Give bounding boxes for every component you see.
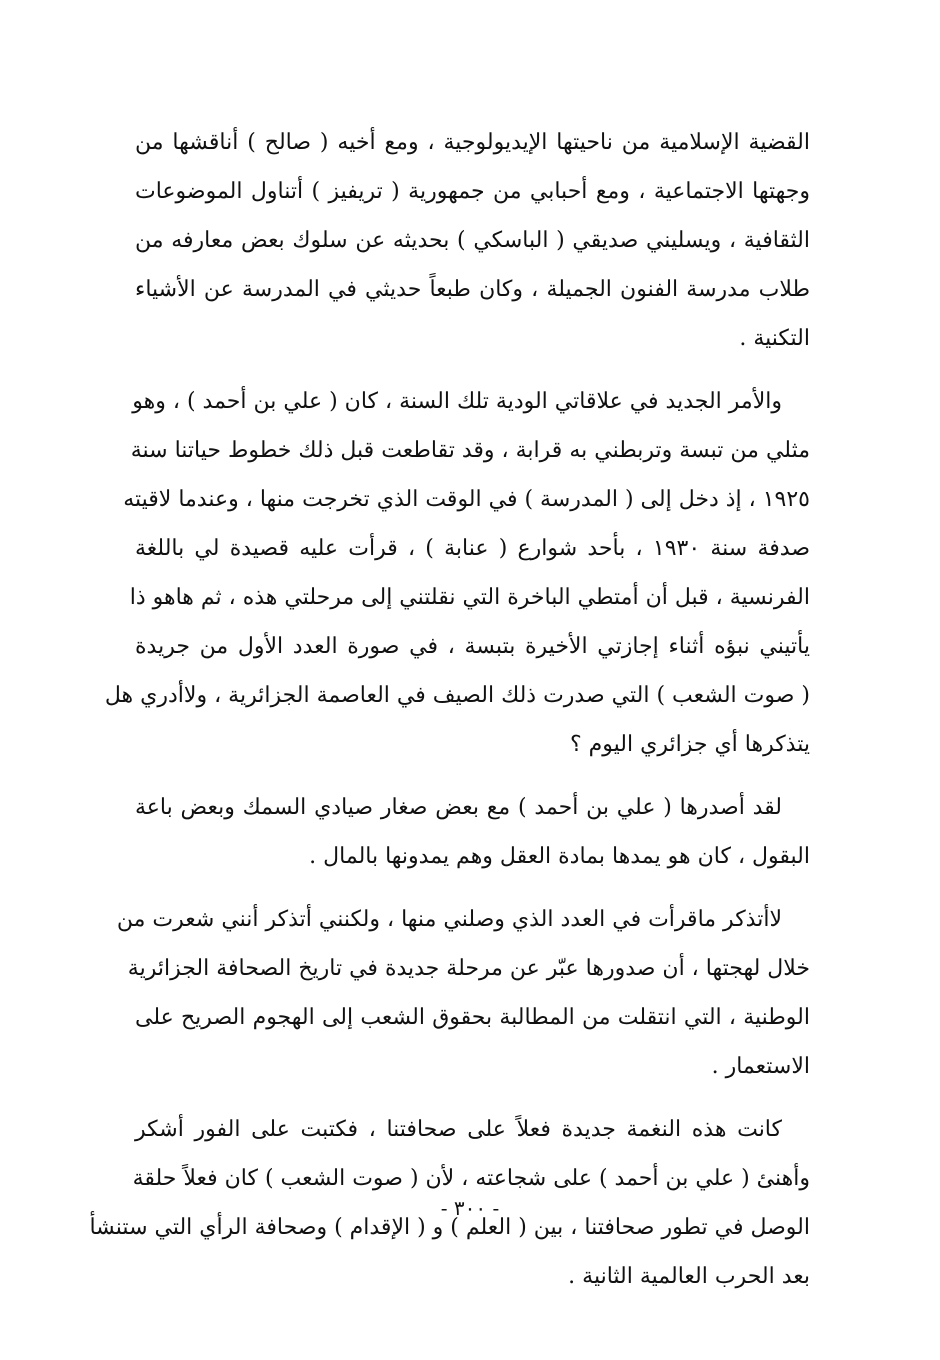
- text-line: الفرنسية ، قبل أن أمتطي الباخرة التي نقلتني إلى مرحلتي هذه ، ثم هاهو ذا: [129, 585, 810, 610]
- text-line: وجهتها الاجتماعية ، ومع أحبابي من جمهورية ( تريفيز ) أتناول الموضوعات: [135, 179, 810, 204]
- paragraph-2: [104, 377, 810, 769]
- text-line: طلاب مدرسة الفنون الجميلة ، وكان طبعاً حديثي في المدرسة عن الأشياء: [135, 277, 810, 302]
- text-line: مثلي من تبسة وتربطني به قرابة ، وقد تقاطعت قبل ذلك خطوط حياتنا سنة: [130, 438, 810, 463]
- text-line: يتذكرها أي جزائري اليوم ؟: [570, 732, 810, 757]
- text-line: الوصل في تطور صحافتنا ، بين ( العلم ) و ( الإقدام ) وصحافة الرأي التي ستنشأ: [89, 1215, 810, 1240]
- text-line: خلال لهجتها ، أن صدورها عبّر عن مرحلة جديدة في تاريخ الصحافة الجزائرية: [127, 956, 810, 981]
- text-line: الوطنية ، التي انتقلت من المطالبة بحقوق الشعب إلى الهجوم الصريح على: [135, 1005, 810, 1030]
- text-line: الثقافية ، ويسليني صديقي ( الباسكي ) بحديثه عن سلوك بعض معارفه من: [135, 228, 810, 253]
- text-line: التكنية .: [739, 326, 810, 351]
- text-line: والأمر الجديد في علاقاتي الودية تلك السنة ، كان ( علي بن أحمد ) ، وهو: [132, 389, 782, 414]
- paragraph-1: [135, 118, 810, 363]
- text-line: البقول ، كان هو يمدها بمادة العقل وهم يمدونها بالمال .: [309, 844, 810, 869]
- text-line: كانت هذه النغمة جديدة فعلاً على صحافتنا ، فكتبت على الفور أشكر: [135, 1117, 782, 1142]
- text-line: القضية الإسلامية من ناحيتها الإيديولوجية ، ومع أخيه ( صالح ) أناقشها من: [135, 130, 810, 155]
- text-line: بعد الحرب العالمية الثانية .: [568, 1264, 810, 1289]
- text-line: ( صوت الشعب ) التي صدرت ذلك الصيف في العاصمة الجزائرية ، ولاأدري هل: [104, 683, 810, 708]
- page-number: - ٣٠٠ -: [440, 1196, 500, 1220]
- body-text: [89, 118, 810, 1315]
- text-line: لقد أصدرها ( علي بن أحمد ) مع بعض صغار صيادي السمك وبعض باعة: [135, 795, 782, 820]
- text-line: لاأتذكر ماقرأت في العدد الذي وصلني منها ، ولكنني أتذكر أنني شعرت من: [116, 907, 782, 932]
- paragraph-4: [116, 895, 810, 1091]
- paragraph-3: [135, 783, 810, 881]
- text-line: يأتيني نبؤه أثناء إجازتي الأخيرة بتبسة ، في صورة العدد الأول من جريدة: [135, 634, 810, 659]
- text-line: صدفة سنة ١٩٣٠ ، بأحد شوارع ( عنابة ) ، قرأت عليه قصيدة لي باللغة: [135, 536, 810, 561]
- text-line: ١٩٢٥ ، إذ دخل إلى ( المدرسة ) في الوقت الذي تخرجت منها ، وعندما لاقيته: [123, 487, 810, 512]
- text-line: الاستعمار .: [711, 1054, 810, 1079]
- text-line: وأهنئ ( علي بن أحمد ) على شجاعته ، لأن ( صوت الشعب ) كان فعلاً حلقة: [132, 1166, 810, 1191]
